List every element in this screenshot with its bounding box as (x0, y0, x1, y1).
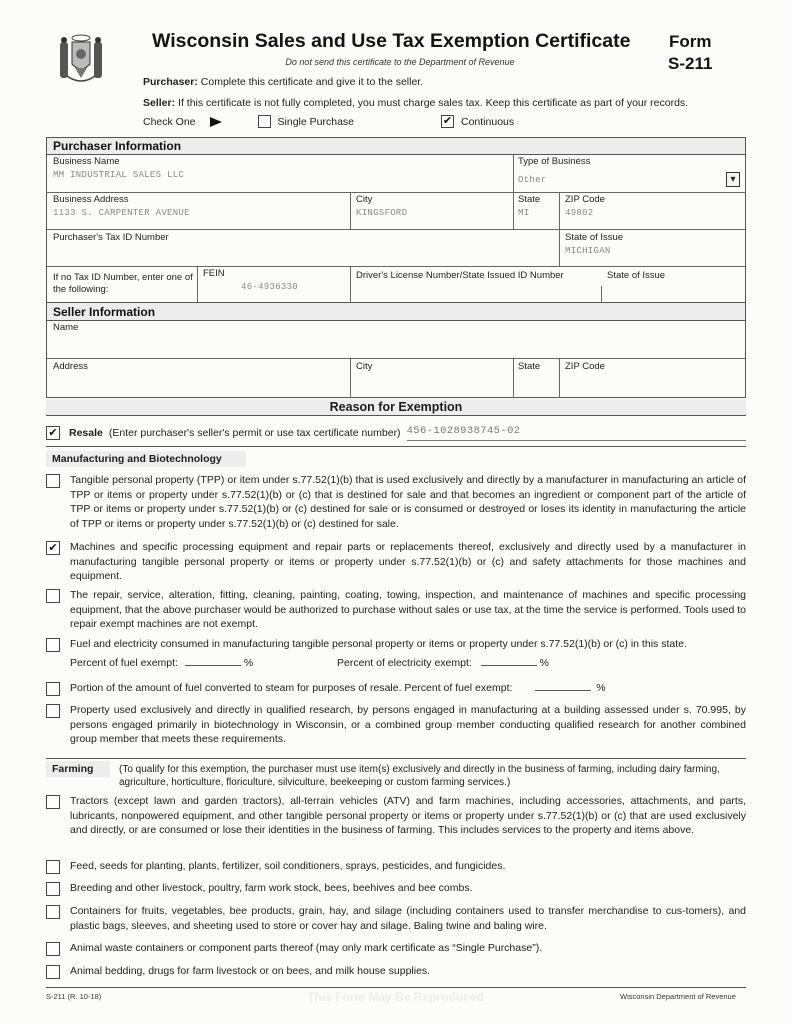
resale-number-field[interactable]: 456-1028938745-02 (407, 425, 746, 441)
farming-feed-text: Feed, seeds for planting, plants, fertilizer, soil conditioners, sprays, pesticides, and fungicides. (70, 860, 506, 872)
checkmark-icon: ✔ (48, 426, 58, 439)
farming-containers-text: Containers for fruits, vegetables, bee products, grain, hay, and silage (including containers used to transfer merchandise to cus-tomers), and plastic bags, sleeves, and sheeting used to store or cover hay and silage. Baling twine and baling wire. (70, 905, 746, 932)
manufacturing-item-fuel-electricity (46, 637, 746, 670)
state-of-issue-field[interactable]: MICHIGAN (565, 246, 611, 256)
manufacturing-tpp-checkbox[interactable] (46, 474, 60, 488)
farming-containers-checkbox[interactable] (46, 905, 60, 919)
manufacturing-heading: Manufacturing and Biotechnology (46, 451, 246, 467)
farming-bedding-checkbox[interactable] (46, 965, 60, 979)
fein-field[interactable]: 46-4936330 (241, 282, 299, 292)
manufacturing-repair-text: The repair, service, alteration, fitting, cleaning, painting, coating, towing, inspection, and maintenance of machines and specific processing equipment, that the above purchaser would be authorized to purchase without sales or use tax, at the time the service is performed. Tools used to repair exempt machines are not exempt. (70, 589, 746, 631)
seller-instruction (143, 97, 688, 109)
state-of-issue-label: State of Issue (565, 232, 624, 243)
seller-address-label: Address (53, 361, 88, 372)
form-code: S-211 (668, 54, 713, 73)
farming-animal-waste-checkbox[interactable] (46, 942, 60, 956)
business-address-field[interactable]: 1133 S. CARPENTER AVENUE (53, 208, 190, 218)
seller-zip-label: ZIP Code (565, 361, 605, 372)
steam-text: Portion of the amount of fuel converted to steam for purposes of resale. Percent of fuel exempt: (70, 682, 513, 694)
manufacturing-machines-text: Machines and specific processing equipment and repair parts or replacements thereof, exclusively and directly used by a manufacturer in manufacturing tangible personal property or items or property under s.77.52(1)(b) or (c) and safety attachments for those machines and equipment. (70, 541, 746, 583)
seller-city-field[interactable] (356, 376, 506, 392)
form-title: Wisconsin Sales and Use Tax Exemption Certificate (152, 30, 631, 52)
seller-instruction-text: If this certificate is not fully completed, you must charge sales tax. Keep this certificate as part of your records. (178, 97, 689, 109)
percent-sign: % (243, 656, 254, 669)
seller-city-label: City (356, 361, 373, 372)
city-label: City (356, 194, 373, 205)
zip-field[interactable]: 49802 (565, 208, 594, 218)
business-name-field[interactable]: MM INDUSTRIAL SALES LLC (53, 170, 185, 180)
manufacturing-tpp-text: Tangible personal property (TPP) or item under s.77.52(1)(b) that is used exclusively and directly by a manufacturer in manufacturing an article of TPP or items or property under s.77.52(1)(b) or (c) that is destined for sale and that becomes an ingredient or component part of the article of TPP or items or property under s.77.52(1)(b) or (c) destined for sale or is consumed or destroyed or loses its identity in manufacturing the article of TPP or items or property under s.77.52(1)(b) or (c) destined for sale. (70, 474, 746, 530)
state-label: State (518, 194, 541, 205)
farming-item-containers (46, 904, 746, 933)
farming-animal-waste-text: Animal waste containers or component parts thereof (may only mark certificate as “Single Purchase”). (70, 942, 543, 954)
agency-name: Wisconsin Department of Revenue (620, 992, 736, 1001)
single-purchase-label: Single Purchase (277, 115, 354, 128)
single-purchase-checkbox[interactable] (258, 115, 271, 128)
fuel-electricity-text: Fuel and electricity consumed in manufacturing tangible personal property or items or property under s.77.52(1)(b) or (c) in this state. (70, 638, 687, 650)
electricity-percent-label: Percent of electricity exempt: (337, 656, 472, 669)
type-of-business-select[interactable] (518, 170, 742, 190)
business-name-label: Business Name (53, 156, 120, 167)
reproduce-note: This Form May Be Reproduced (307, 990, 484, 1004)
seller-address-field[interactable] (53, 376, 343, 392)
manufacturing-fuel-electricity-checkbox[interactable] (46, 638, 60, 652)
manufacturing-research-text: Property used exclusively and directly in qualified research, by persons engaged in manufacturing at a building assessed under s. 70.995, by persons engaged primarily in biotechnology in Wisconsin, or a combined group member conducting qualified research for another combined group member that meets these requirements. (70, 704, 746, 746)
dl-state-of-issue-field[interactable] (607, 285, 742, 301)
farming-item-animal-waste (46, 941, 746, 956)
seller-state-field[interactable] (518, 376, 556, 392)
form-number (668, 31, 712, 75)
tax-id-field[interactable] (53, 246, 553, 262)
seller-name-label: Name (53, 322, 79, 333)
type-of-business-value: Other (518, 175, 547, 185)
manufacturing-item-tpp (46, 473, 746, 531)
farming-item-livestock (46, 881, 746, 896)
purchaser-info-heading: Purchaser Information (47, 138, 745, 155)
arrow-right-icon (210, 117, 222, 127)
seller-zip-field[interactable] (565, 376, 740, 392)
city-field[interactable]: KINGSFORD (356, 208, 408, 218)
fein-label: FEIN (203, 268, 225, 279)
manufacturing-item-steam (46, 681, 746, 696)
purchaser-instruction-label: Purchaser: (143, 76, 198, 88)
continuous-checkbox[interactable] (441, 115, 454, 128)
form-label: Form (668, 32, 712, 51)
form-revision: S-211 (R. 10-18) (46, 992, 102, 1001)
seller-name-field[interactable] (53, 337, 733, 353)
business-address-label: Business Address (53, 194, 129, 205)
reason-for-exemption-heading: Reason for Exemption (46, 399, 746, 416)
manufacturing-item-repair (46, 588, 746, 632)
farming-heading: Farming (46, 761, 110, 777)
farming-item-bedding (46, 964, 746, 979)
no-tax-id-label: If no Tax ID Number, enter one of the following: (53, 272, 193, 295)
manufacturing-item-research (46, 703, 746, 747)
manufacturing-steam-checkbox[interactable] (46, 682, 60, 696)
manufacturing-repair-checkbox[interactable] (46, 589, 60, 603)
resale-label: Resale (69, 427, 103, 439)
drivers-license-label: Driver's License Number/State Issued ID Number (356, 270, 564, 281)
continuous-label: Continuous (461, 115, 515, 128)
farming-note: (To qualify for this exemption, the purchaser must use item(s) exclusively and directly in the business of farming, including dairy farming, agriculture, horticulture, floriculture, silviculture, beekeeping or custom farming services.) (119, 764, 720, 788)
percent-sign: % (539, 656, 550, 669)
resale-row (46, 424, 746, 442)
fuel-percent-field[interactable] (185, 656, 241, 666)
dl-state-of-issue-label: State of Issue (607, 270, 666, 281)
type-of-business-label: Type of Business (518, 156, 591, 167)
tax-id-label: Purchaser's Tax ID Number (53, 232, 169, 243)
seller-state-label: State (518, 361, 541, 372)
farming-feed-checkbox[interactable] (46, 860, 60, 874)
resale-checkbox[interactable] (46, 426, 60, 440)
check-one-label: Check One (143, 115, 196, 128)
checkmark-icon: ✔ (48, 541, 58, 554)
purchaser-instruction (143, 76, 423, 88)
fuel-percent-row (70, 656, 549, 671)
steam-content (70, 681, 746, 696)
fuel-percent-label: Percent of fuel exempt: (70, 656, 178, 669)
state-field[interactable]: MI (518, 208, 530, 218)
dropdown-chevron-icon[interactable]: ▾ (726, 172, 740, 187)
farming-item-feed (46, 859, 746, 874)
farming-item-tractors (46, 794, 746, 838)
fuel-electricity-content (70, 637, 746, 670)
seller-info-heading: Seller Information (47, 303, 745, 321)
steam-fuel-percent-field[interactable] (535, 681, 591, 691)
farming-tractors-checkbox[interactable] (46, 795, 60, 809)
percent-sign: % (596, 682, 606, 694)
farming-livestock-checkbox[interactable] (46, 882, 60, 896)
zip-label: ZIP Code (565, 194, 605, 205)
purchase-type-selector (143, 115, 514, 128)
farming-livestock-text: Breeding and other livestock, poultry, farm work stock, bees, beehives and bee combs. (70, 882, 473, 894)
seller-instruction-label: Seller: (143, 97, 176, 109)
purchaser-instruction-text: Complete this certificate and give it to the seller. (200, 76, 424, 88)
drivers-license-field[interactable] (356, 285, 596, 301)
manufacturing-machines-checkbox[interactable] (46, 541, 60, 555)
farming-tractors-text: Tractors (except lawn and garden tractors), all-terrain vehicles (ATV) and farm machines, including accessories, attachments, and parts, lubricants, nonpowered equipment, and other tangible personal property or items or property under s.77.52(1)(b) or (c) that are used exclusively and directly, or are consumed or lose their identities in the business of farming. This includes services to the property and items above. (70, 795, 746, 837)
farming-bedding-text: Animal bedding, drugs for farm livestock or on bees, and milk house supplies. (70, 965, 431, 977)
manufacturing-item-machines (46, 540, 746, 584)
resale-instruction: (Enter purchaser's seller's permit or use tax certificate number) (108, 427, 401, 439)
manufacturing-research-checkbox[interactable] (46, 704, 60, 718)
electricity-percent-field[interactable] (481, 656, 537, 666)
form-subtitle: Do not send this certificate to the Department of Revenue (285, 57, 515, 67)
checkmark-icon: ✔ (442, 115, 453, 127)
